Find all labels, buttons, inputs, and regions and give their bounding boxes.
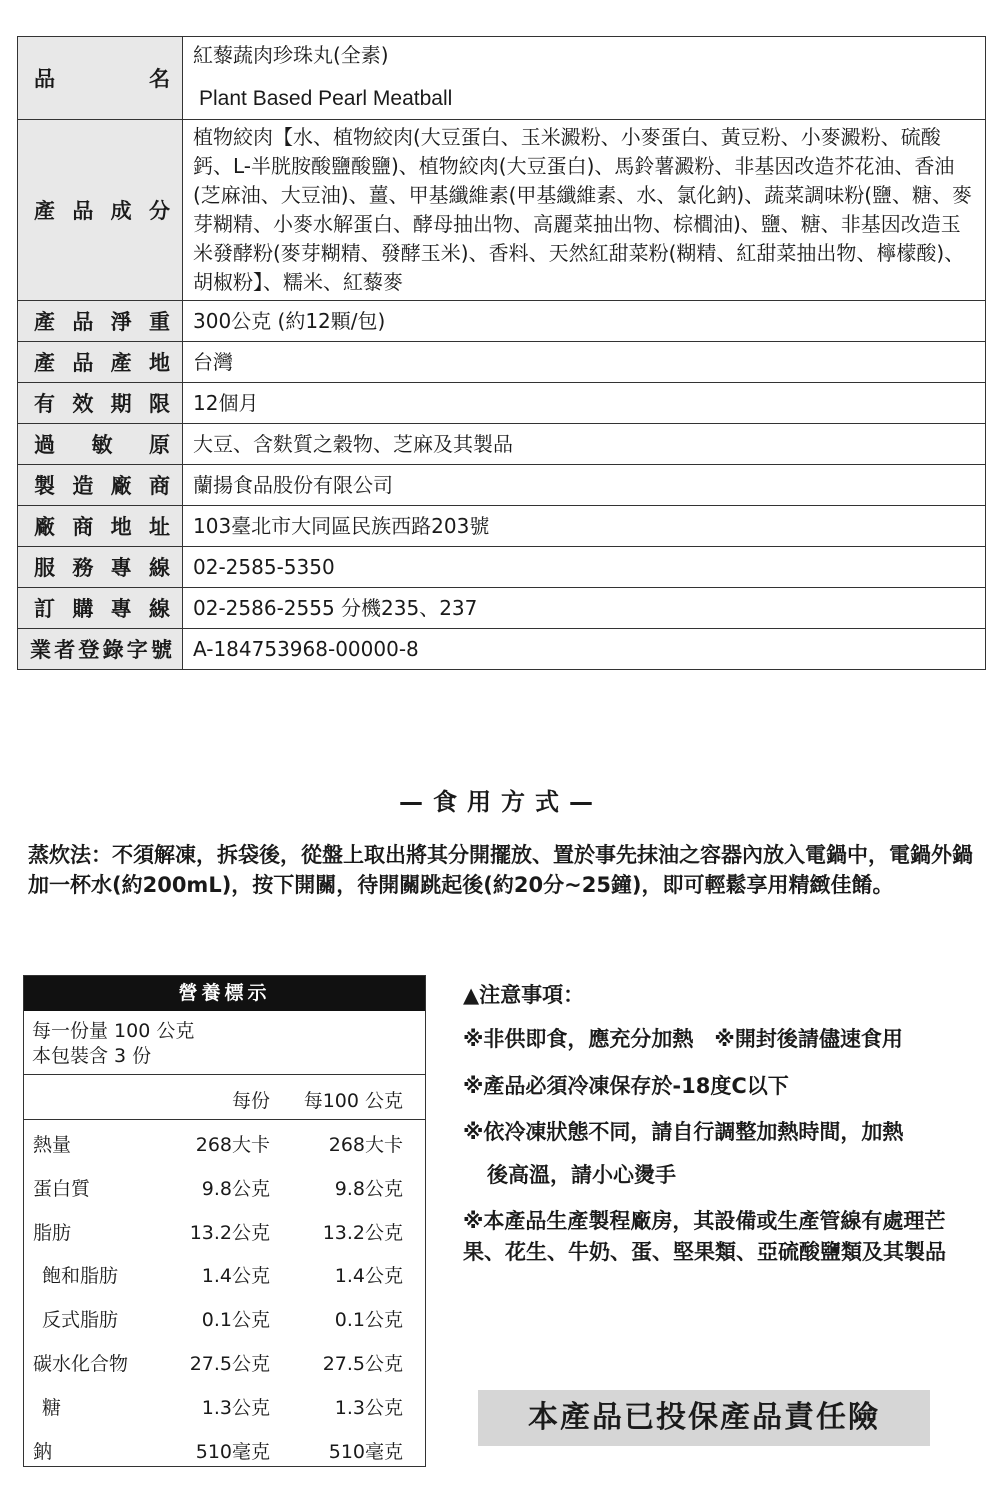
service-line-label: 服務專線 bbox=[18, 547, 183, 588]
service-line-value: 02-2585-5350 bbox=[183, 547, 986, 588]
col-per-serving: 每份 bbox=[231, 1090, 270, 1112]
nutrient-per: 268大卡 bbox=[195, 1134, 270, 1156]
allergen-label: 過敏原 bbox=[18, 424, 183, 465]
col-per-100g: 每100 公克 bbox=[303, 1090, 403, 1112]
nutrient-per: 1.4公克 bbox=[201, 1265, 270, 1288]
nutrient-per: 9.8公克 bbox=[201, 1177, 270, 1200]
origin-value: 台灣 bbox=[183, 342, 986, 383]
name-label: 品名 bbox=[18, 37, 183, 120]
address-value: 103臺北市大同區民族西路203號 bbox=[183, 506, 986, 547]
name-value bbox=[183, 37, 986, 120]
nutrition-row-energy bbox=[24, 1120, 425, 1164]
origin-label: 產品產地 bbox=[18, 342, 183, 383]
nutrient-per100: 510毫克 bbox=[328, 1440, 403, 1463]
nutrition-row-trans-fat bbox=[24, 1295, 425, 1339]
order-line-label: 訂購專線 bbox=[18, 588, 183, 629]
product-name-en: Plant Based Pearl Meatball bbox=[199, 87, 453, 110]
nutrition-row-sodium bbox=[24, 1427, 425, 1471]
note-heating-time: ※依冷凍狀態不同，請自行調整加熱時間，加熱 bbox=[463, 1120, 904, 1144]
nutrient-per: 1.3公克 bbox=[201, 1396, 270, 1419]
product-info-table bbox=[17, 36, 986, 670]
net-weight-value: 300公克 (約12顆/包) bbox=[183, 301, 986, 342]
ingredients-value: 植物絞肉【水、植物絞肉(大豆蛋白、玉米澱粉、小麥蛋白、黃豆粉、小麥澱粉、硫酸鈣、L-半胱胺酸鹽酸鹽)、植物絞肉(大豆蛋白)、馬鈴薯澱粉、非基因改造芥花油、香油(芝麻油、大豆油)、薑、甲基纖維素(甲基纖維素、水、氯化鈉)、蔬菜調味粉(鹽、糖、麥芽糊精、小麥水解蛋白、酵母抽出物、高麗菜抽出物、棕櫚油)、鹽、糖、非基因改造玉米發酵粉(麥芽糊精、發酵玉米)、香料、天然紅甜菜粉(糊精、紅甜菜抽出物、檸檬酸)、胡椒粉】、糯米、紅藜麥 bbox=[183, 120, 986, 301]
nutrient-name: 糖 bbox=[42, 1396, 62, 1419]
nutrition-row-saturated-fat bbox=[24, 1251, 425, 1295]
nutrient-per100: 268大卡 bbox=[328, 1134, 403, 1156]
usage-instructions: 蒸炊法：不須解凍，拆袋後，從盤上取出將其分開擺放、置於事先抹油之容器內放入電鍋中，電鍋外鍋加一杯水(約200mL)，按下開關，待開關跳起後(約20分~25鐘)，即可輕鬆享用精緻佳餚。 bbox=[28, 843, 973, 897]
registration-label: 業者登錄字號 bbox=[18, 629, 183, 670]
nutrient-name: 鈉 bbox=[33, 1440, 53, 1463]
usage-title: —食用方式— bbox=[399, 788, 603, 816]
nutrition-row-sugar bbox=[24, 1383, 425, 1427]
nutrient-name: 飽和脂肪 bbox=[42, 1265, 119, 1288]
nutrition-column-headers bbox=[24, 1075, 425, 1120]
nutrient-name: 碳水化合物 bbox=[33, 1352, 129, 1375]
serving-size: 每一份量 100 公克 bbox=[32, 1020, 195, 1042]
allergen-value: 大豆、含麩質之穀物、芝麻及其製品 bbox=[183, 424, 986, 465]
product-name-zh: 紅藜蔬肉珍珠丸(全素) bbox=[193, 43, 389, 67]
nutrition-panel bbox=[23, 975, 426, 1467]
nutrient-per: 0.1公克 bbox=[201, 1309, 270, 1332]
address-label: 廠商地址 bbox=[18, 506, 183, 547]
note-allergen-facility: ※本產品生產製程廠房，其設備或生產管線有處理芒果、花生、牛奶、蛋、堅果類、亞硫酸鹽類及其製品 bbox=[463, 1209, 946, 1264]
manufacturer-value: 蘭揚食品股份有限公司 bbox=[183, 465, 986, 506]
nutrition-rows bbox=[24, 1120, 425, 1470]
ingredients-label: 產品成分 bbox=[18, 120, 183, 301]
note-frozen-storage: ※產品必須冷凍保存於-18度C以下 bbox=[463, 1074, 789, 1098]
net-weight-label: 產品淨重 bbox=[18, 301, 183, 342]
nutrient-name: 反式脂肪 bbox=[42, 1309, 119, 1332]
servings-per-pack: 本包裝含 3 份 bbox=[32, 1045, 152, 1067]
note-reheat-and-consume: ※非供即食，應充分加熱 ※開封後請儘速食用 bbox=[463, 1027, 903, 1051]
insurance-banner: 本產品已投保產品責任險 bbox=[478, 1390, 930, 1446]
nutrient-name: 蛋白質 bbox=[33, 1177, 91, 1200]
nutrient-name: 脂肪 bbox=[33, 1221, 72, 1244]
nutrition-row-carbs bbox=[24, 1339, 425, 1383]
registration-value: A-184753968-00000-8 bbox=[183, 629, 986, 670]
nutrient-name: 熱量 bbox=[33, 1134, 72, 1156]
notes-heading: ▲注意事項： bbox=[463, 983, 585, 1007]
shelf-life-label: 有效期限 bbox=[18, 383, 183, 424]
nutrient-per100: 13.2公克 bbox=[322, 1221, 403, 1244]
nutrient-per100: 1.3公克 bbox=[334, 1396, 403, 1419]
nutrient-per: 13.2公克 bbox=[189, 1221, 270, 1244]
manufacturer-label: 製造廠商 bbox=[18, 465, 183, 506]
nutrient-per: 510毫克 bbox=[195, 1440, 270, 1463]
nutrition-row-fat bbox=[24, 1208, 425, 1252]
nutrient-per100: 9.8公克 bbox=[334, 1177, 403, 1200]
nutrition-title: 營養標示 bbox=[24, 976, 425, 1011]
nutrient-per: 27.5公克 bbox=[189, 1352, 270, 1375]
nutrient-per100: 27.5公克 bbox=[322, 1352, 403, 1375]
shelf-life-value: 12個月 bbox=[183, 383, 986, 424]
nutrient-per100: 0.1公克 bbox=[334, 1309, 403, 1332]
nutrition-row-protein bbox=[24, 1164, 425, 1208]
note-heating-caution: 後高溫，請小心燙手 bbox=[487, 1163, 676, 1187]
serving-info bbox=[24, 1011, 425, 1075]
nutrient-per100: 1.4公克 bbox=[334, 1265, 403, 1288]
order-line-value: 02-2586-2555 分機235、237 bbox=[183, 588, 986, 629]
